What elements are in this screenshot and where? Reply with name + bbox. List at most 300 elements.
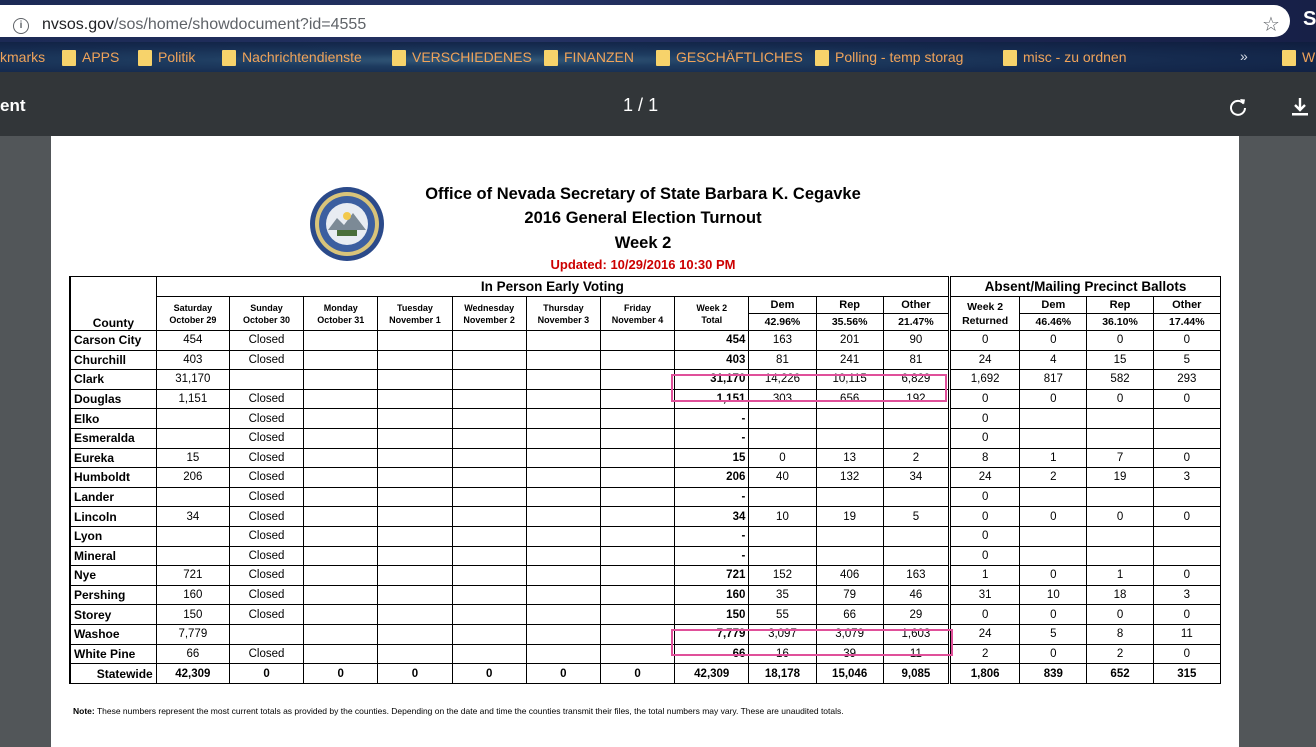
table-cell: Closed bbox=[229, 566, 303, 586]
doc-title-line2: 2016 General Election Turnout bbox=[524, 209, 762, 227]
table-cell: 1 bbox=[950, 566, 1020, 586]
table-cell bbox=[1087, 487, 1153, 507]
table-cell: 0 bbox=[1020, 389, 1087, 409]
table-cell: 3 bbox=[1153, 468, 1220, 488]
doc-title-line3: Week 2 bbox=[614, 234, 672, 252]
party-pct: 17.44% bbox=[1153, 314, 1220, 331]
table-cell bbox=[600, 428, 674, 448]
table-cell bbox=[304, 409, 378, 429]
bookmarks-bar bbox=[0, 42, 1316, 72]
table-cell bbox=[452, 585, 526, 605]
table-cell: 0 bbox=[526, 664, 600, 684]
table-cell bbox=[883, 546, 949, 566]
table-cell bbox=[883, 487, 949, 507]
table-cell: 1 bbox=[1020, 448, 1087, 468]
table-cell: 582 bbox=[1087, 370, 1153, 390]
bookmark-star-icon[interactable]: ☆ bbox=[1262, 14, 1280, 36]
table-cell: 0 bbox=[1087, 331, 1153, 351]
table-cell: 5 bbox=[1153, 350, 1220, 370]
party-pct: 21.47% bbox=[883, 314, 949, 331]
table-cell bbox=[378, 624, 452, 644]
table-cell: 1,151 bbox=[156, 389, 229, 409]
table-cell: Closed bbox=[229, 487, 303, 507]
party-header: Dem bbox=[1020, 297, 1087, 314]
table-cell: 14,226 bbox=[749, 370, 816, 390]
browser-toolbar bbox=[0, 0, 1316, 42]
table-cell: 0 bbox=[1153, 566, 1220, 586]
table-cell: 9,085 bbox=[883, 664, 949, 684]
table-cell: Closed bbox=[229, 409, 303, 429]
table-cell bbox=[600, 389, 674, 409]
table-cell bbox=[378, 468, 452, 488]
table-cell bbox=[600, 566, 674, 586]
table-cell: - bbox=[675, 487, 749, 507]
table-cell bbox=[816, 487, 883, 507]
statewide-row bbox=[70, 664, 1221, 684]
party-header: Dem bbox=[749, 297, 816, 314]
table-cell bbox=[816, 428, 883, 448]
table-cell: 721 bbox=[675, 566, 749, 586]
table-cell bbox=[749, 487, 816, 507]
bookmark-folder[interactable] bbox=[815, 47, 963, 69]
url-text[interactable] bbox=[42, 16, 366, 34]
table-cell bbox=[304, 507, 378, 527]
table-row bbox=[70, 448, 1221, 468]
bookmark-label: APPS bbox=[82, 49, 120, 65]
table-cell bbox=[304, 331, 378, 351]
bookmark-label: FINANZEN bbox=[564, 49, 634, 65]
table-cell: 1,151 bbox=[675, 389, 749, 409]
table-cell bbox=[749, 526, 816, 546]
table-cell bbox=[749, 428, 816, 448]
table-cell: 0 bbox=[304, 664, 378, 684]
table-row bbox=[70, 468, 1221, 488]
county-name: Churchill bbox=[70, 350, 156, 370]
table-row bbox=[70, 350, 1221, 370]
day-header: Wednesday November 2 bbox=[452, 297, 526, 331]
table-cell: 90 bbox=[883, 331, 949, 351]
table-row bbox=[70, 585, 1221, 605]
bookmark-label: W bbox=[1302, 49, 1316, 65]
table-cell bbox=[452, 428, 526, 448]
table-cell bbox=[526, 585, 600, 605]
bookmark-folder[interactable] bbox=[656, 47, 803, 69]
county-name: Douglas bbox=[70, 389, 156, 409]
bookmark-label: GESCHÄFTLICHES bbox=[676, 49, 803, 65]
absent-ballots-header: Absent/Mailing Precinct Ballots bbox=[950, 277, 1221, 297]
table-cell bbox=[452, 644, 526, 664]
bookmark-label: misc - zu ordnen bbox=[1023, 49, 1127, 65]
page-total: 1 bbox=[648, 95, 659, 115]
table-row bbox=[70, 624, 1221, 644]
download-icon[interactable] bbox=[1289, 96, 1311, 118]
table-cell: 34 bbox=[675, 507, 749, 527]
table-row bbox=[70, 331, 1221, 351]
table-cell bbox=[304, 350, 378, 370]
table-cell bbox=[378, 605, 452, 625]
table-row bbox=[70, 526, 1221, 546]
bookmark-folder[interactable] bbox=[222, 47, 362, 69]
table-cell bbox=[452, 566, 526, 586]
table-row bbox=[70, 487, 1221, 507]
table-cell: 7,779 bbox=[675, 624, 749, 644]
table-cell: 817 bbox=[1020, 370, 1087, 390]
folder-icon bbox=[62, 50, 76, 66]
table-cell: 241 bbox=[816, 350, 883, 370]
county-name: Humboldt bbox=[70, 468, 156, 488]
table-cell: 34 bbox=[156, 507, 229, 527]
table-cell bbox=[378, 507, 452, 527]
table-cell bbox=[304, 566, 378, 586]
bookmark-label: VERSCHIEDENES bbox=[412, 49, 532, 65]
table-cell: 11 bbox=[1153, 624, 1220, 644]
table-cell bbox=[600, 605, 674, 625]
table-cell: 16 bbox=[749, 644, 816, 664]
day-header: Tuesday November 1 bbox=[378, 297, 452, 331]
table-row bbox=[70, 409, 1221, 429]
table-cell: Closed bbox=[229, 526, 303, 546]
table-cell: 0 bbox=[1087, 605, 1153, 625]
table-cell bbox=[304, 428, 378, 448]
county-name: Storey bbox=[70, 605, 156, 625]
county-name: Washoe bbox=[70, 624, 156, 644]
table-cell: 160 bbox=[675, 585, 749, 605]
week2-total-header: Week 2 Total bbox=[675, 297, 749, 331]
table-cell: 0 bbox=[1087, 507, 1153, 527]
table-cell bbox=[526, 624, 600, 644]
day-header: Thursday November 3 bbox=[526, 297, 600, 331]
table-cell: 15,046 bbox=[816, 664, 883, 684]
extension-s[interactable]: S bbox=[1303, 8, 1316, 30]
table-cell bbox=[378, 409, 452, 429]
table-cell bbox=[600, 585, 674, 605]
table-cell: - bbox=[675, 526, 749, 546]
bookmark-label: Politik bbox=[158, 49, 196, 65]
county-name: Carson City bbox=[70, 331, 156, 351]
county-name: Lincoln bbox=[70, 507, 156, 527]
bookmark-folder[interactable] bbox=[1003, 47, 1126, 69]
table-cell: 0 bbox=[950, 507, 1020, 527]
day-header: Monday October 31 bbox=[304, 297, 378, 331]
table-cell: 24 bbox=[950, 468, 1020, 488]
table-cell bbox=[452, 605, 526, 625]
note-text: These numbers represent the most current totals as provided by the counties. Depending on the date and time the counties transmit their files, the total numbers may vary. These are unaudited totals. bbox=[94, 706, 844, 716]
table-cell: 42,309 bbox=[156, 664, 229, 684]
table-cell: 652 bbox=[1087, 664, 1153, 684]
party-header: Rep bbox=[816, 297, 883, 314]
table-cell: 2 bbox=[1020, 468, 1087, 488]
table-cell: 66 bbox=[816, 605, 883, 625]
table-cell bbox=[600, 448, 674, 468]
table-cell bbox=[526, 566, 600, 586]
table-cell: 206 bbox=[675, 468, 749, 488]
table-cell: 15 bbox=[156, 448, 229, 468]
table-cell bbox=[600, 409, 674, 429]
bookmark-folder[interactable] bbox=[62, 47, 119, 69]
table-cell: 4 bbox=[1020, 350, 1087, 370]
table-cell: 0 bbox=[1153, 331, 1220, 351]
party-pct: 46.46% bbox=[1020, 314, 1087, 331]
table-cell bbox=[156, 409, 229, 429]
highlight-box-clark bbox=[671, 374, 947, 402]
table-cell bbox=[526, 370, 600, 390]
bookmark-folder[interactable] bbox=[1282, 47, 1315, 69]
table-cell bbox=[600, 331, 674, 351]
table-cell: - bbox=[675, 409, 749, 429]
table-cell: 81 bbox=[749, 350, 816, 370]
county-name: White Pine bbox=[70, 644, 156, 664]
table-cell bbox=[1087, 546, 1153, 566]
table-cell bbox=[378, 370, 452, 390]
table-cell bbox=[883, 409, 949, 429]
updated-timestamp: Updated: 10/29/2016 10:30 PM bbox=[550, 257, 736, 272]
table-row bbox=[70, 370, 1221, 390]
table-cell: 0 bbox=[600, 664, 674, 684]
table-cell bbox=[600, 468, 674, 488]
table-body bbox=[70, 331, 1221, 684]
day-header: Sunday October 30 bbox=[229, 297, 303, 331]
county-name: Mineral bbox=[70, 546, 156, 566]
table-cell bbox=[452, 526, 526, 546]
table-cell: 2 bbox=[1087, 644, 1153, 664]
folder-icon bbox=[656, 50, 670, 66]
table-cell: 721 bbox=[156, 566, 229, 586]
table-cell bbox=[452, 487, 526, 507]
table-cell bbox=[1020, 409, 1087, 429]
table-cell: 0 bbox=[1153, 507, 1220, 527]
table-cell bbox=[1153, 487, 1220, 507]
bookmark-folder[interactable] bbox=[544, 47, 634, 69]
table-cell bbox=[452, 624, 526, 644]
table-cell bbox=[526, 389, 600, 409]
table-cell bbox=[304, 487, 378, 507]
table-cell: Closed bbox=[229, 428, 303, 448]
table-cell bbox=[816, 409, 883, 429]
table-cell: Closed bbox=[229, 331, 303, 351]
table-cell: 0 bbox=[950, 409, 1020, 429]
table-cell bbox=[304, 526, 378, 546]
table-cell bbox=[452, 546, 526, 566]
table-cell: 1,603 bbox=[883, 624, 949, 644]
table-cell bbox=[378, 546, 452, 566]
county-name: Elko bbox=[70, 409, 156, 429]
table-cell bbox=[526, 350, 600, 370]
table-cell: 19 bbox=[1087, 468, 1153, 488]
table-cell: 0 bbox=[1153, 644, 1220, 664]
page-separator: / bbox=[638, 95, 644, 115]
table-cell bbox=[452, 409, 526, 429]
table-cell: 55 bbox=[749, 605, 816, 625]
bookmark-folder[interactable] bbox=[392, 47, 532, 69]
table-cell bbox=[452, 389, 526, 409]
table-cell bbox=[156, 526, 229, 546]
table-cell: 19 bbox=[816, 507, 883, 527]
table-cell bbox=[304, 468, 378, 488]
table-cell: 18 bbox=[1087, 585, 1153, 605]
document-title: ent bbox=[0, 96, 26, 115]
bookmark-label: Polling - temp storag bbox=[835, 49, 964, 65]
table-cell: 403 bbox=[156, 350, 229, 370]
table-cell bbox=[378, 585, 452, 605]
doc-title-line1: Office of Nevada Secretary of State Barbara K. Cegavke bbox=[425, 185, 861, 203]
folder-icon bbox=[392, 50, 406, 66]
table-cell bbox=[304, 605, 378, 625]
table-cell: 293 bbox=[1153, 370, 1220, 390]
table-cell: 2 bbox=[883, 448, 949, 468]
table-cell: 81 bbox=[883, 350, 949, 370]
table-cell bbox=[600, 507, 674, 527]
table-cell bbox=[526, 409, 600, 429]
table-cell: 3,097 bbox=[749, 624, 816, 644]
day-header: Saturday October 29 bbox=[156, 297, 229, 331]
table-cell: 1,806 bbox=[950, 664, 1020, 684]
party-header: Other bbox=[1153, 297, 1220, 314]
table-cell: 0 bbox=[1020, 331, 1087, 351]
page-indicator bbox=[623, 95, 658, 116]
table-cell bbox=[452, 448, 526, 468]
table-cell: 10,115 bbox=[816, 370, 883, 390]
table-cell: 0 bbox=[1020, 566, 1087, 586]
table-cell bbox=[1020, 487, 1087, 507]
table-cell: 656 bbox=[816, 389, 883, 409]
table-cell bbox=[452, 468, 526, 488]
table-cell: 40 bbox=[749, 468, 816, 488]
table-cell: - bbox=[675, 428, 749, 448]
county-header: County bbox=[70, 277, 156, 331]
table-cell bbox=[378, 331, 452, 351]
table-cell bbox=[526, 331, 600, 351]
table-cell: Closed bbox=[229, 507, 303, 527]
returned-header: Week 2 Returned bbox=[950, 297, 1020, 331]
table-cell: 8 bbox=[950, 448, 1020, 468]
bookmarks-overflow-chevron[interactable]: » bbox=[1240, 48, 1248, 64]
turnout-table bbox=[69, 276, 1221, 684]
table-cell: 0 bbox=[950, 331, 1020, 351]
table-cell: 0 bbox=[950, 546, 1020, 566]
table-row bbox=[70, 546, 1221, 566]
table-cell: 152 bbox=[749, 566, 816, 586]
table-cell bbox=[600, 350, 674, 370]
table-cell bbox=[1153, 409, 1220, 429]
party-pct: 36.10% bbox=[1087, 314, 1153, 331]
table-cell: 201 bbox=[816, 331, 883, 351]
folder-icon bbox=[222, 50, 236, 66]
table-cell: Closed bbox=[229, 350, 303, 370]
note-label: Note: bbox=[73, 706, 95, 716]
table-cell bbox=[304, 389, 378, 409]
table-cell bbox=[378, 487, 452, 507]
table-cell bbox=[229, 624, 303, 644]
table-cell: 454 bbox=[156, 331, 229, 351]
info-icon[interactable]: i bbox=[13, 18, 29, 34]
table-cell: 8 bbox=[1087, 624, 1153, 644]
table-row bbox=[70, 428, 1221, 448]
table-cell: 132 bbox=[816, 468, 883, 488]
table-cell bbox=[304, 624, 378, 644]
table-cell bbox=[1153, 546, 1220, 566]
table-cell: 150 bbox=[675, 605, 749, 625]
table-row bbox=[70, 644, 1221, 664]
table-cell bbox=[452, 331, 526, 351]
table-cell: 1 bbox=[1087, 566, 1153, 586]
table-cell: 7,779 bbox=[156, 624, 229, 644]
table-cell bbox=[378, 389, 452, 409]
table-cell bbox=[526, 644, 600, 664]
table-cell: 15 bbox=[675, 448, 749, 468]
address-bar[interactable] bbox=[0, 5, 1290, 37]
table-cell bbox=[304, 546, 378, 566]
county-name: Esmeralda bbox=[70, 428, 156, 448]
rotate-icon[interactable] bbox=[1228, 97, 1248, 117]
table-cell: 0 bbox=[1020, 507, 1087, 527]
table-cell: 2 bbox=[950, 644, 1020, 664]
table-cell: 10 bbox=[749, 507, 816, 527]
table-cell: 79 bbox=[816, 585, 883, 605]
table-cell bbox=[526, 546, 600, 566]
table-cell: 15 bbox=[1087, 350, 1153, 370]
table-cell: 0 bbox=[950, 605, 1020, 625]
table-row bbox=[70, 507, 1221, 527]
table-cell: Closed bbox=[229, 448, 303, 468]
table-cell bbox=[1087, 428, 1153, 448]
table-cell bbox=[1020, 546, 1087, 566]
table-cell: 5 bbox=[883, 507, 949, 527]
table-cell: 0 bbox=[1020, 605, 1087, 625]
table-cell bbox=[883, 526, 949, 546]
table-cell bbox=[156, 428, 229, 448]
table-cell bbox=[526, 605, 600, 625]
table-cell: 0 bbox=[1153, 389, 1220, 409]
bookmark-item[interactable] bbox=[0, 47, 45, 69]
table-cell bbox=[816, 546, 883, 566]
folder-icon bbox=[1282, 50, 1296, 66]
county-name: Statewide bbox=[70, 664, 156, 684]
table-cell: 7 bbox=[1087, 448, 1153, 468]
table-cell: 42,309 bbox=[675, 664, 749, 684]
table-cell bbox=[526, 507, 600, 527]
table-cell: 406 bbox=[816, 566, 883, 586]
table-cell: 454 bbox=[675, 331, 749, 351]
bookmark-folder[interactable] bbox=[138, 47, 195, 69]
table-cell bbox=[816, 526, 883, 546]
table-cell bbox=[600, 624, 674, 644]
table-cell: 10 bbox=[1020, 585, 1087, 605]
table-cell bbox=[1087, 409, 1153, 429]
table-cell bbox=[378, 526, 452, 546]
table-cell: 46 bbox=[883, 585, 949, 605]
table-cell: 0 bbox=[1087, 389, 1153, 409]
bookmark-label: Nachrichtendienste bbox=[242, 49, 362, 65]
table-cell: 39 bbox=[816, 644, 883, 664]
table-cell: 31,170 bbox=[675, 370, 749, 390]
table-cell: 0 bbox=[950, 526, 1020, 546]
table-row bbox=[70, 605, 1221, 625]
table-cell: 1,692 bbox=[950, 370, 1020, 390]
table-cell: 66 bbox=[156, 644, 229, 664]
party-pct: 42.96% bbox=[749, 314, 816, 331]
table-cell bbox=[526, 487, 600, 507]
table-cell: 31,170 bbox=[156, 370, 229, 390]
folder-icon bbox=[138, 50, 152, 66]
county-name: Nye bbox=[70, 566, 156, 586]
table-cell: Closed bbox=[229, 389, 303, 409]
table-cell: Closed bbox=[229, 546, 303, 566]
table-cell bbox=[304, 644, 378, 664]
table-cell: 13 bbox=[816, 448, 883, 468]
day-header: Friday November 4 bbox=[600, 297, 674, 331]
table-cell: 0 bbox=[950, 389, 1020, 409]
table-cell: 0 bbox=[950, 428, 1020, 448]
